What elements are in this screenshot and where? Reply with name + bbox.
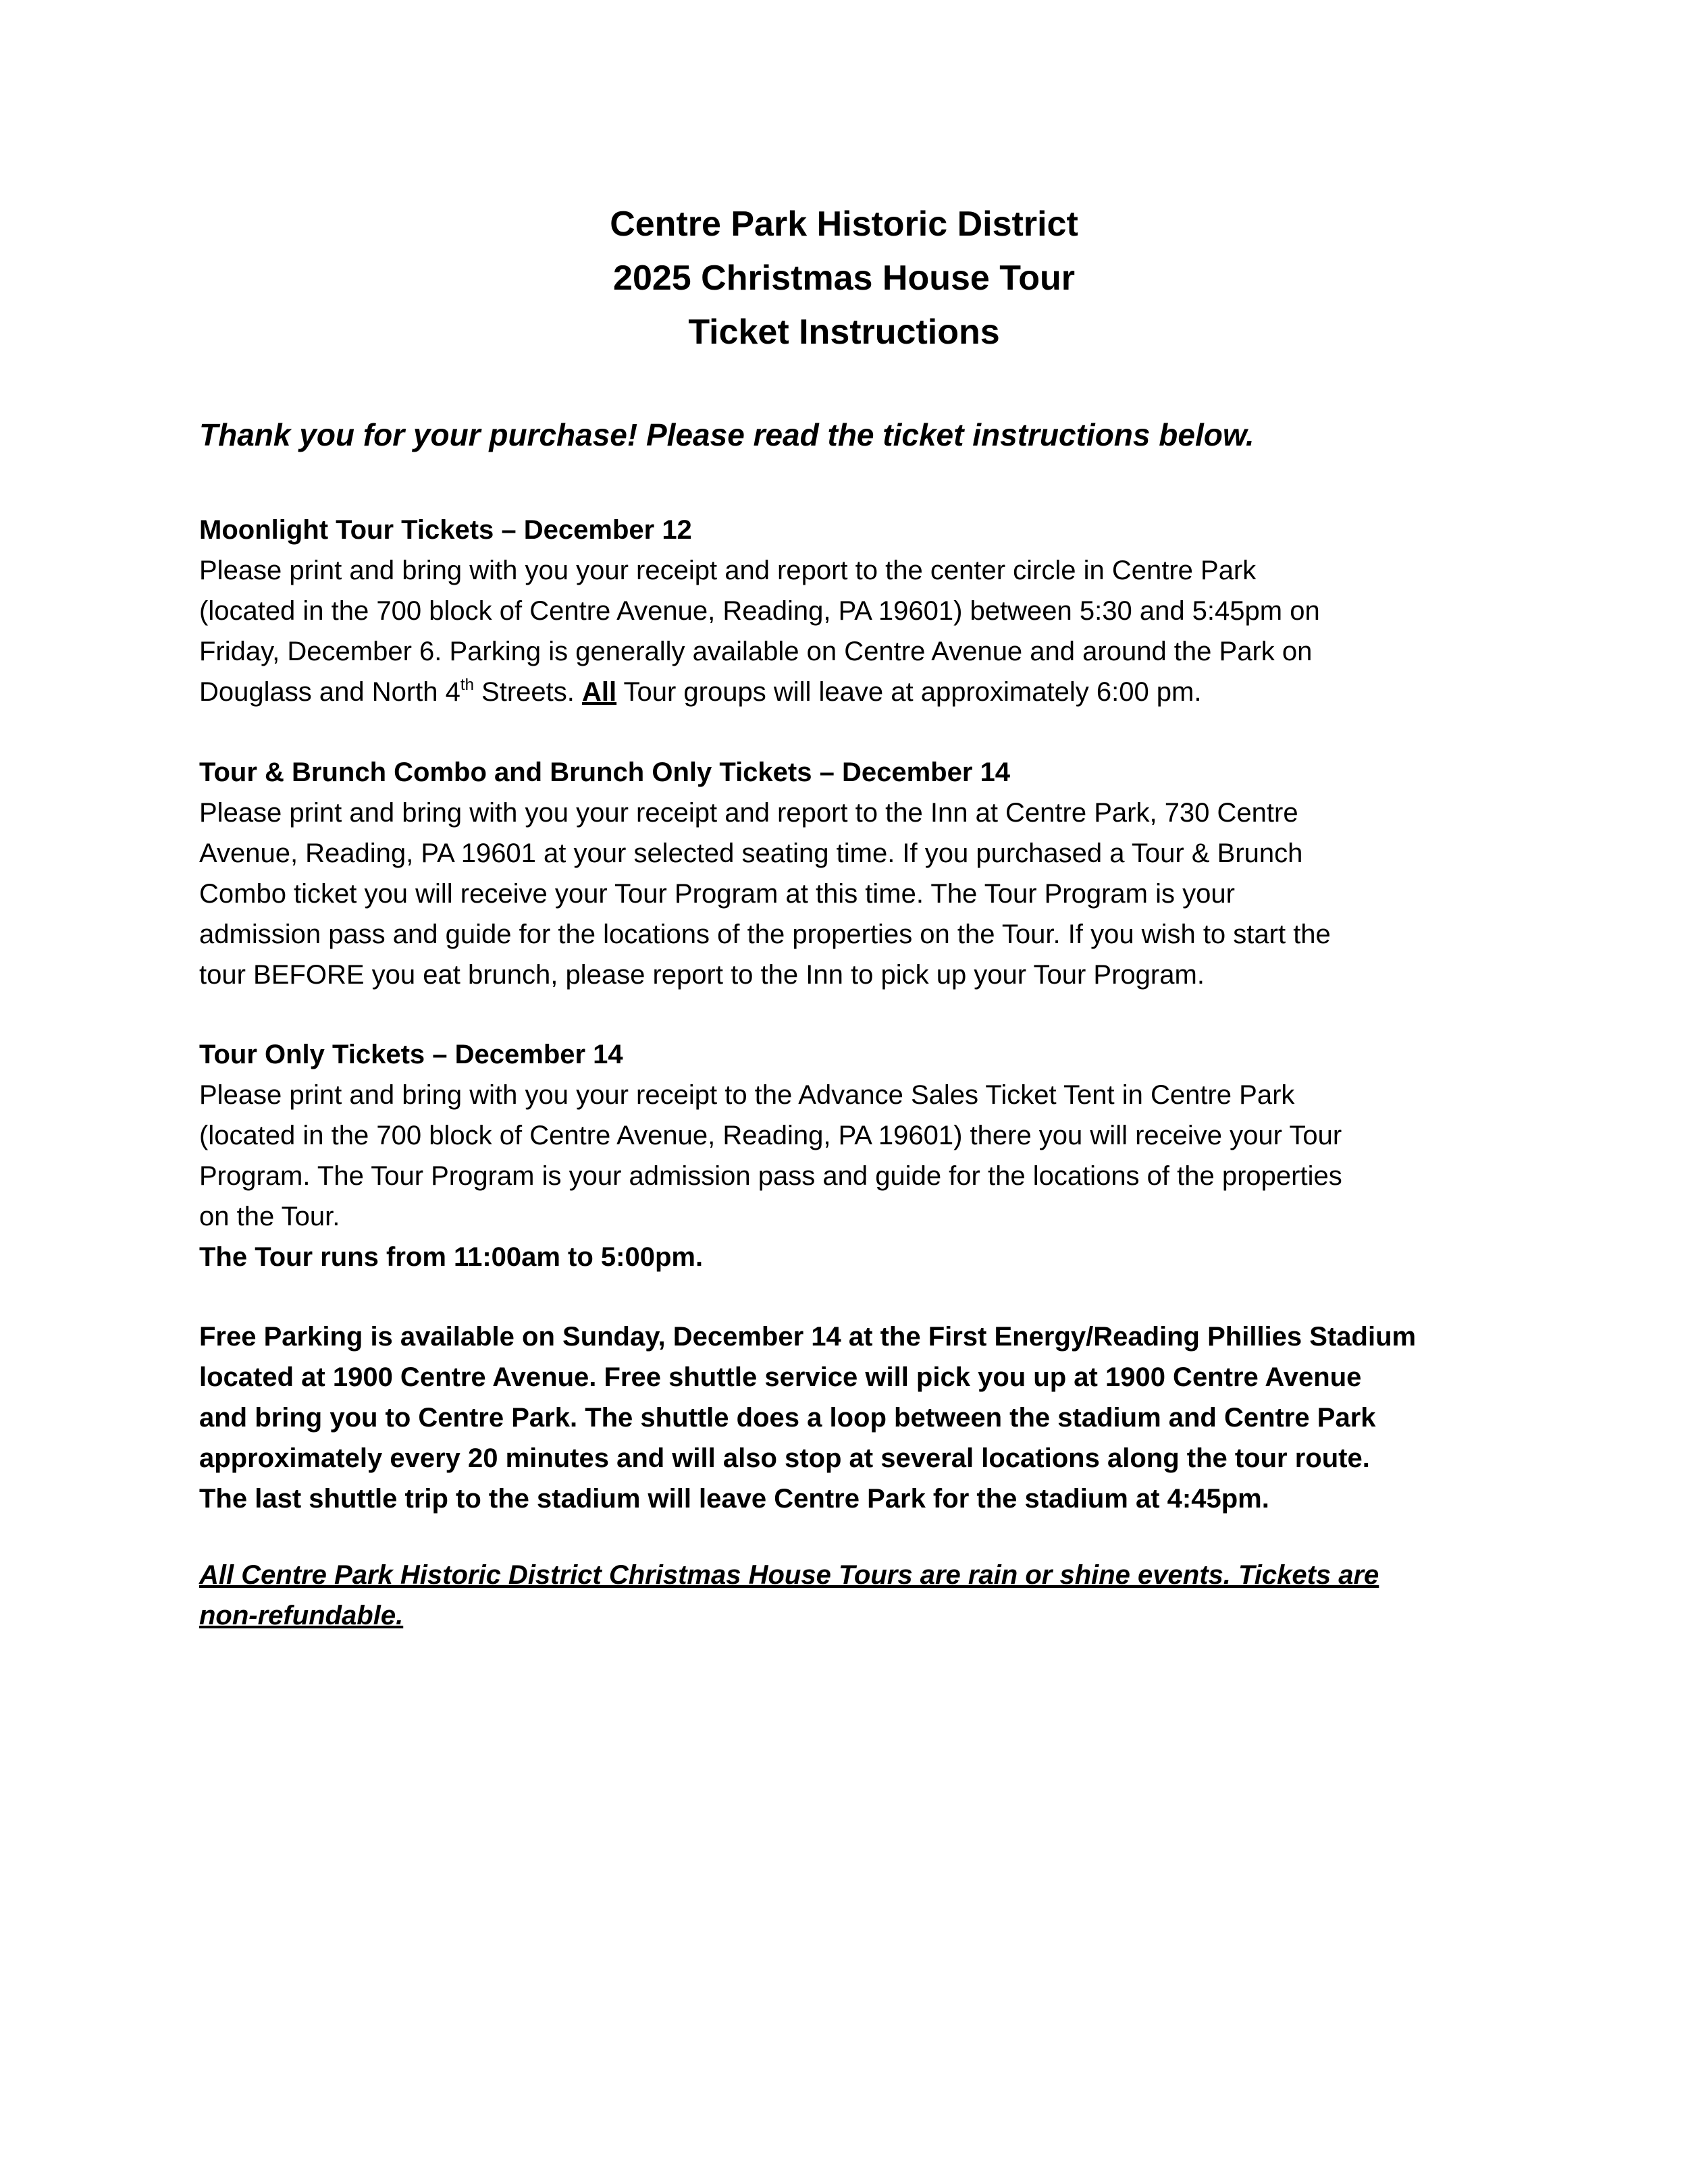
brunch-line-1: Please print and bring with you your receipt and report to the Inn at Centre Park, 730 Centre [199,798,1298,828]
moonlight-line-2: (located in the 700 block of Centre Avenue, Reading, PA 19601) between 5:30 and 5:45pm on [199,596,1320,626]
brunch-line-5: tour BEFORE you eat brunch, please report to the Inn to pick up your Tour Program. [199,960,1205,990]
brunch-line-2: Avenue, Reading, PA 19601 at your selected seating time. If you purchased a Tour & Brunch [199,838,1303,868]
brunch-line-4: admission pass and guide for the locations of the properties on the Tour. If you wish to start the [199,920,1331,949]
moonlight-heading: Moonlight Tour Tickets – December 12 [199,515,692,545]
all-emphasis: All [581,677,617,707]
brunch-section [199,752,1523,995]
moonlight-line-3: Friday, December 6. Parking is generally available on Centre Avenue and around the Park on [199,637,1313,666]
rain-or-shine-notice [199,1555,1523,1636]
parking-line-5: The last shuttle trip to the stadium will leave Centre Park for the stadium at 4:45pm. [199,1484,1269,1514]
moonlight-line-4 [199,672,1523,712]
parking-section [199,1316,1523,1519]
moonlight-line-4-part-c: Tour groups will leave at approximately 6:00 pm. [616,677,1202,707]
title-line-2: 2025 Christmas House Tour [613,259,1075,298]
tour-only-section [199,1034,1523,1277]
moonlight-line-4-part-a: Douglass and North 4 [199,677,460,707]
document-title [0,197,1688,359]
notice-line-2: non-refundable. [199,1601,404,1630]
moonlight-line-1: Please print and bring with you your receipt and report to the center circle in Centre Park [199,556,1257,585]
tour-only-line-2: (located in the 700 block of Centre Avenue, Reading, PA 19601) there you will receive your Tour [199,1121,1342,1150]
parking-line-3: and bring you to Centre Park. The shuttle does a loop between the stadium and Centre Park [199,1403,1376,1433]
tour-only-heading: Tour Only Tickets – December 14 [199,1040,623,1069]
tour-only-line-1: Please print and bring with you your receipt to the Advance Sales Ticket Tent in Centre Park [199,1080,1295,1110]
tour-only-line-3: Program. The Tour Program is your admission pass and guide for the locations of the properties [199,1161,1342,1191]
notice-line-1: All Centre Park Historic District Christmas House Tours are rain or shine events. Tickets are [199,1560,1379,1590]
title-line-3: Ticket Instructions [688,313,1000,352]
parking-line-4: approximately every 20 minutes and will also stop at several locations along the tour route. [199,1443,1370,1473]
thank-you-message: Thank you for your purchase! Please read the ticket instructions below. [199,417,1255,452]
brunch-heading: Tour & Brunch Combo and Brunch Only Tickets – December 14 [199,757,1010,787]
tour-hours: The Tour runs from 11:00am to 5:00pm. [199,1242,704,1272]
moonlight-section [199,510,1523,712]
tour-only-line-4: on the Tour. [199,1202,340,1231]
parking-line-1: Free Parking is available on Sunday, December 14 at the First Energy/Reading Phillies Stadium [199,1322,1417,1352]
title-line-1: Centre Park Historic District [610,205,1078,244]
moonlight-line-4-part-b: Streets. [473,677,582,707]
parking-line-2: located at 1900 Centre Avenue. Free shuttle service will pick you up at 1900 Centre Avenue [199,1362,1362,1392]
brunch-line-3: Combo ticket you will receive your Tour Program at this time. The Tour Program is your [199,879,1235,909]
superscript-th: th [460,676,474,694]
